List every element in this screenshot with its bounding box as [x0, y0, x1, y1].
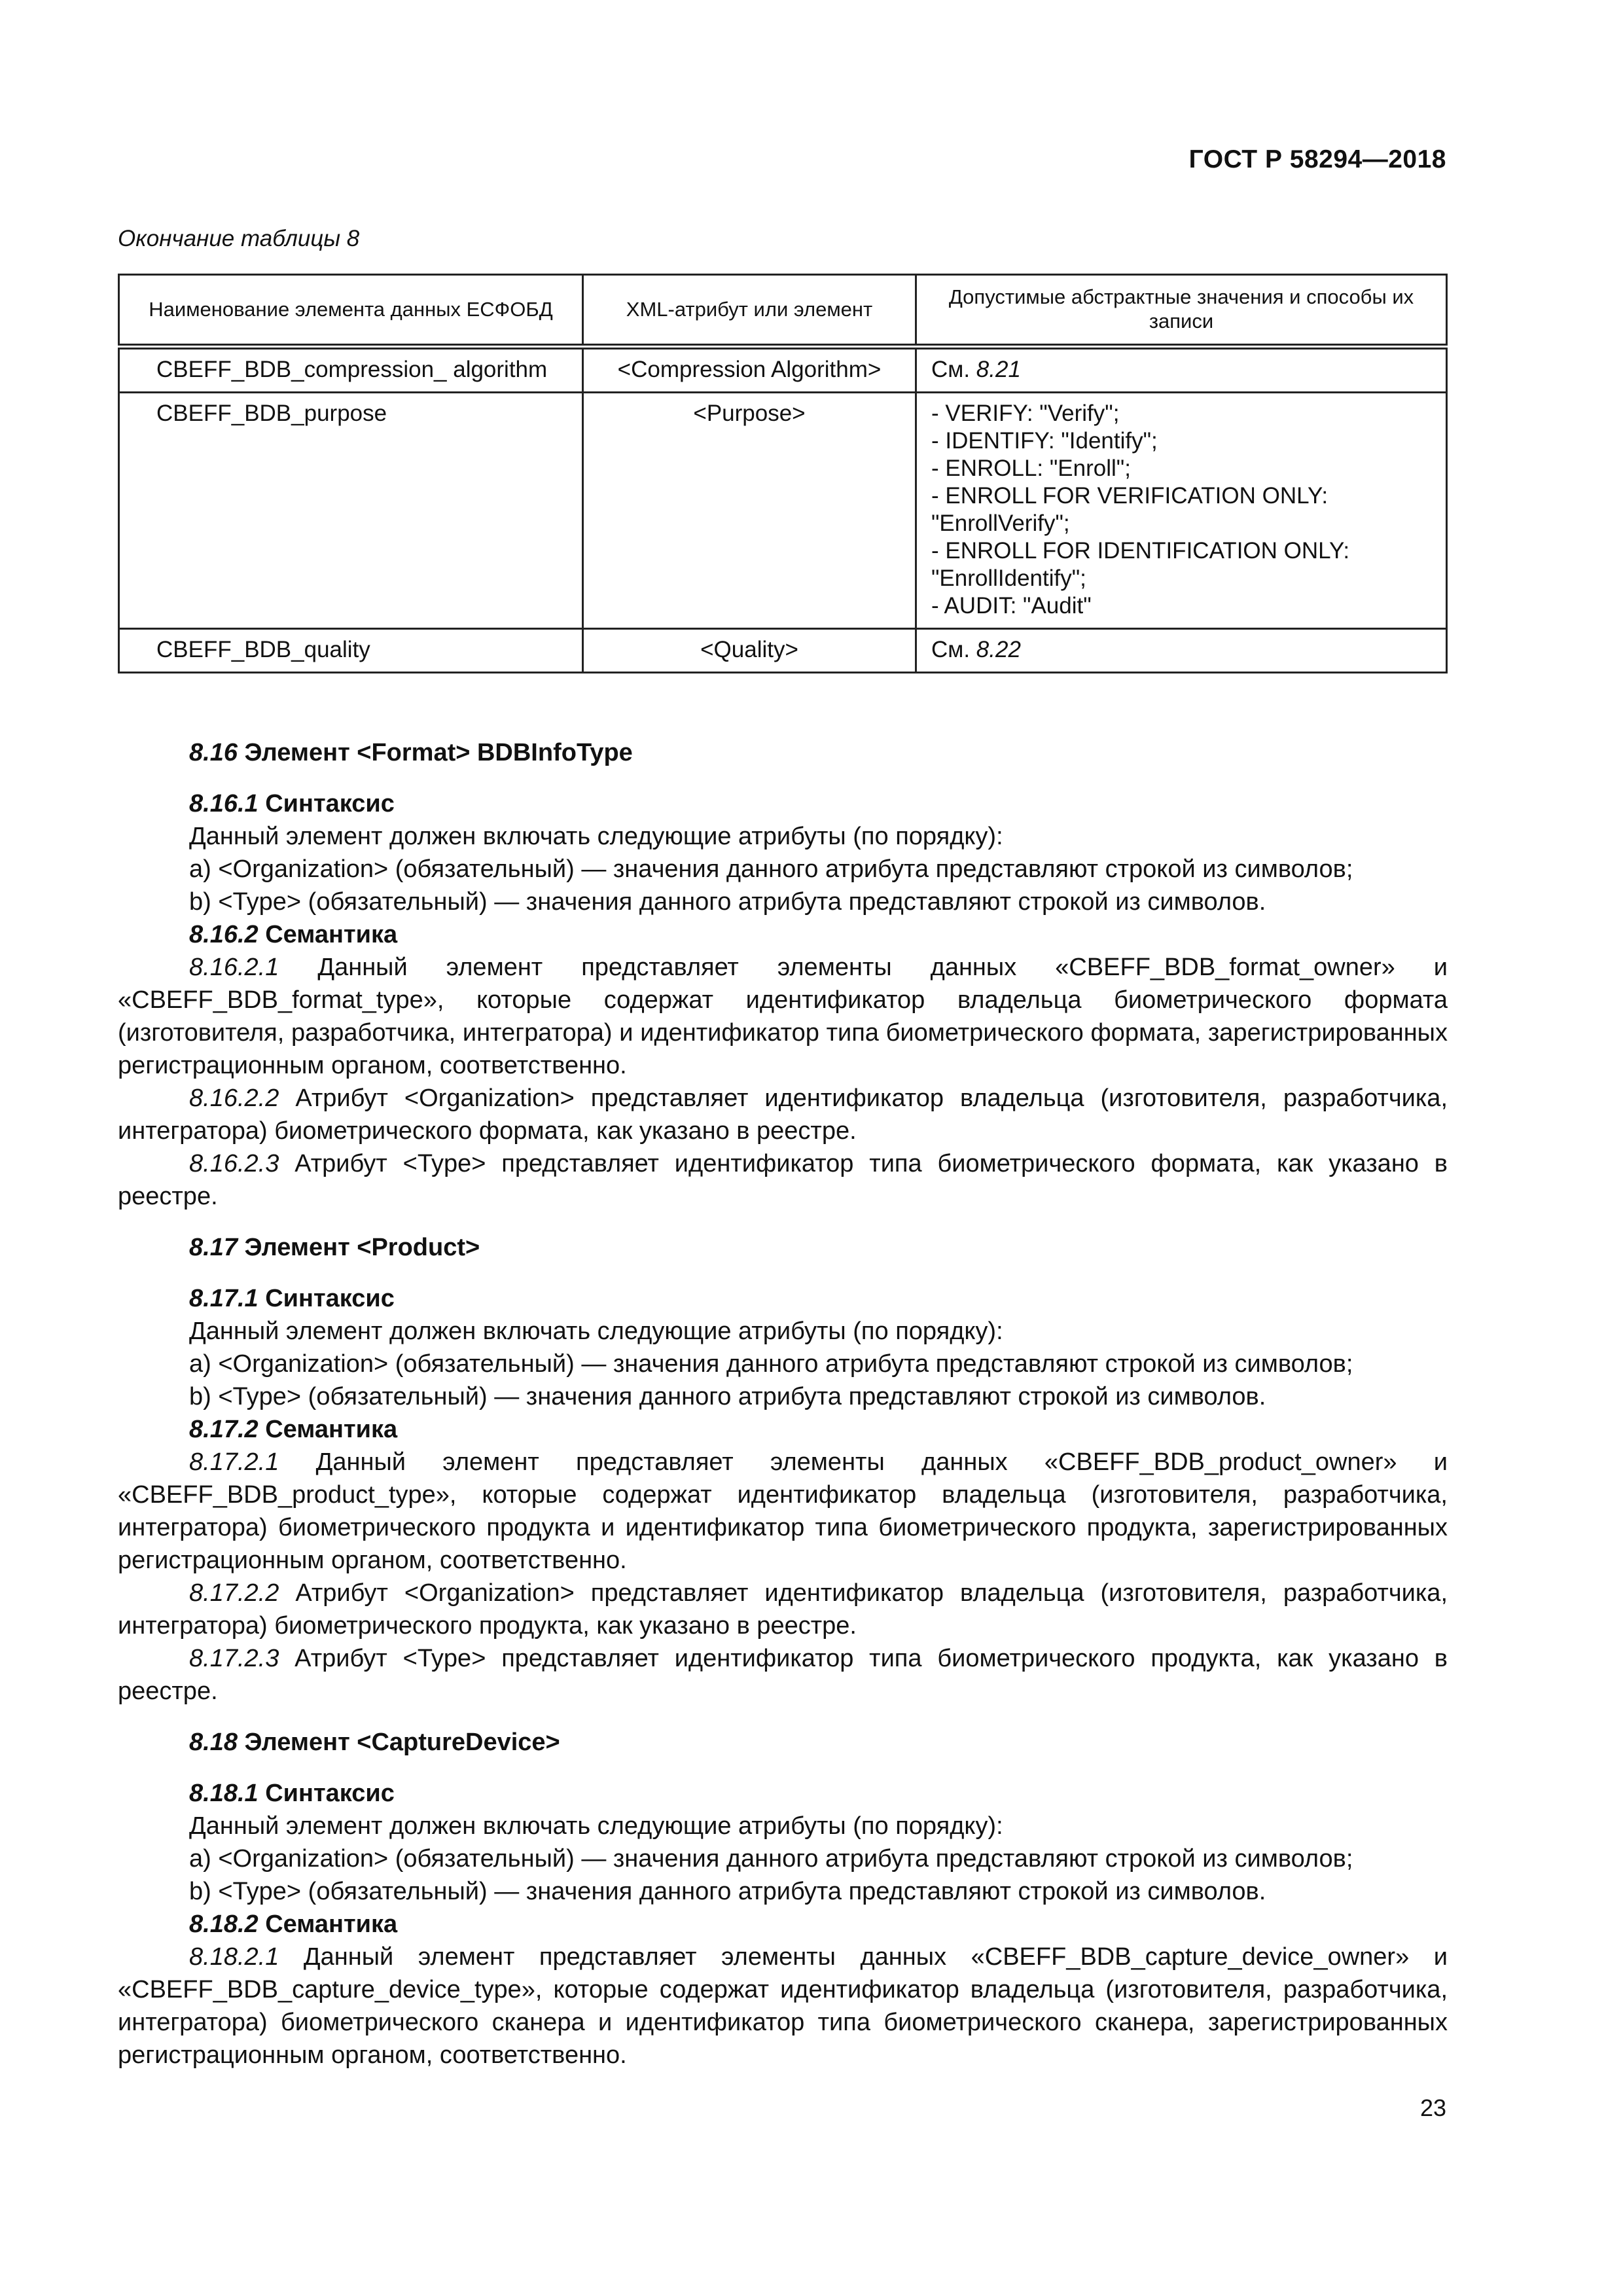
section-title: Элемент <Product> — [237, 1234, 480, 1261]
cell-xml-attribute: <Purpose> — [583, 393, 916, 629]
clause-number: 8.17.2.1 — [189, 1448, 279, 1476]
subsection-heading — [118, 1908, 1448, 1941]
see-reference: 8.22 — [976, 637, 1021, 662]
subsection-title: Семантика — [258, 1416, 398, 1443]
see-reference: 8.21 — [976, 357, 1021, 382]
subsection-heading — [118, 1777, 1448, 1810]
subsection-number: 8.18.2 — [189, 1910, 259, 1938]
clause-number: 8.18.2.1 — [189, 1943, 279, 1971]
clause-text: Атрибут <Organization> представляет идентификатор владельца (изготовителя, разработчика, интегратора) биометрического продукта, как указано в реестре. — [118, 1579, 1448, 1640]
see-prefix: См. — [931, 637, 976, 662]
paragraph: Данный элемент должен включать следующие атрибуты (по порядку): — [189, 1812, 1003, 1840]
subsection-number: 8.16.2 — [189, 921, 259, 948]
document-code: ГОСТ Р 58294—2018 — [1188, 145, 1446, 173]
list-item: b) <Type> (обязательный) — значения данного атрибута представляют строкой из символов. — [189, 1383, 1266, 1410]
table-row — [119, 629, 1447, 673]
paragraph — [118, 1941, 1448, 2072]
section-number: 8.18 — [189, 1729, 238, 1756]
subsection-heading — [118, 1413, 1448, 1446]
section-heading — [118, 736, 1448, 769]
subsection-number: 8.17.2 — [189, 1416, 259, 1443]
header-element-name: Наименование элемента данных ЕСФОБД — [119, 275, 583, 347]
paragraph — [118, 1446, 1448, 1577]
see-prefix: См. — [931, 357, 976, 382]
value-line: - IDENTIFY: "Identify"; — [931, 428, 1158, 454]
paragraph — [118, 1642, 1448, 1708]
paragraph: Данный элемент должен включать следующие атрибуты (по порядку): — [189, 1318, 1003, 1345]
list-item: b) <Type> (обязательный) — значения данного атрибута представляют строкой из символов. — [189, 1878, 1266, 1905]
clause-text: Данный элемент представляет элементы данных «CBEFF_BDB_product_owner» и «CBEFF_BDB_product_type», которые содержат идентификатор владельца (изготовителя, разработчика, интегратора) биометрического продукта и идентификатор типа биометрического продукта, зарегистрированных регистрационным органом, соответственно. — [118, 1448, 1448, 1574]
table-header-row — [119, 275, 1447, 347]
cell-allowed-values — [916, 347, 1447, 393]
clause-text: Данный элемент представляет элементы данных «CBEFF_BDB_capture_device_owner» и «CBEFF_BDB_capture_device_type», которые содержат идентификатор владельца (изготовителя, разработчика, интегратора) биометрического сканера и идентификатор типа биометрического сканера, зарегистрированных регистрационным органом, соответственно. — [118, 1943, 1448, 2069]
cell-element-name: CBEFF_BDB_compression_ algorithm — [119, 347, 583, 393]
header-allowed-values: Допустимые абстрактные значения и способы их записи — [916, 275, 1447, 347]
section-title: Элемент <Format> BDBInfoType — [237, 739, 633, 766]
subsection-number: 8.18.1 — [189, 1780, 259, 1807]
table-8 — [118, 274, 1448, 673]
paragraph — [118, 951, 1448, 1082]
cell-element-name: CBEFF_BDB_quality — [119, 629, 583, 673]
list-item: а) <Organization> (обязательный) — значения данного атрибута представляют строкой из символов; — [189, 855, 1353, 883]
page-number: 23 — [1419, 2094, 1446, 2121]
list-item: а) <Organization> (обязательный) — значения данного атрибута представляют строкой из символов; — [189, 1350, 1353, 1378]
subsection-heading — [118, 787, 1448, 820]
table-row — [119, 393, 1447, 629]
subsection-title: Синтаксис — [258, 1780, 395, 1807]
clause-number: 8.17.2.2 — [189, 1579, 279, 1607]
clause-number: 8.16.2.3 — [189, 1150, 279, 1177]
subsection-heading — [118, 918, 1448, 951]
table-row — [119, 347, 1447, 393]
cell-allowed-values — [916, 629, 1447, 673]
subsection-title: Семантика — [258, 1910, 398, 1938]
clause-number: 8.16.2.2 — [189, 1085, 279, 1112]
section-number: 8.17 — [189, 1234, 238, 1261]
header-xml-attribute: XML-атрибут или элемент — [583, 275, 916, 347]
list-item: а) <Organization> (обязательный) — значения данного атрибута представляют строкой из символов; — [189, 1845, 1353, 1873]
subsection-number: 8.16.1 — [189, 790, 259, 817]
paragraph — [118, 1082, 1448, 1147]
paragraph — [118, 1577, 1448, 1642]
value-line: - ENROLL FOR VERIFICATION ONLY: "EnrollVerify"; — [931, 483, 1329, 536]
clause-text: Атрибут <Type> представляет идентификатор типа биометрического формата, как указано в реестре. — [118, 1150, 1448, 1210]
list-item: b) <Type> (обязательный) — значения данного атрибута представляют строкой из символов. — [189, 888, 1266, 916]
section-heading — [118, 1231, 1448, 1264]
clause-text: Атрибут <Organization> представляет идентификатор владельца (изготовителя, разработчика, интегратора) биометрического формата, как указано в реестре. — [118, 1085, 1448, 1145]
section-number: 8.16 — [189, 739, 238, 766]
subsection-title: Синтаксис — [258, 1285, 395, 1312]
section-title: Элемент <CaptureDevice> — [237, 1729, 560, 1756]
subsection-title: Семантика — [258, 921, 398, 948]
clause-text: Атрибут <Type> представляет идентификатор типа биометрического продукта, как указано в реестре. — [118, 1645, 1448, 1705]
clause-text: Данный элемент представляет элементы данных «CBEFF_BDB_format_owner» и «CBEFF_BDB_format_type», которые содержат идентификатор владельца биометрического формата (изготовителя, разработчика, интегратора) и идентификатор типа биометрического формата, зарегистрированных регистрационным органом, соответственно. — [118, 954, 1448, 1079]
subsection-heading — [118, 1282, 1448, 1315]
cell-xml-attribute: <Compression Algorithm> — [583, 347, 916, 393]
value-line: - AUDIT: "Audit" — [931, 593, 1092, 619]
paragraph: Данный элемент должен включать следующие атрибуты (по порядку): — [189, 823, 1003, 850]
clause-number: 8.17.2.3 — [189, 1645, 279, 1672]
table-caption: Окончание таблицы 8 — [118, 226, 360, 251]
document-body — [118, 736, 1448, 2072]
subsection-number: 8.17.1 — [189, 1285, 259, 1312]
value-line: - VERIFY: "Verify"; — [931, 401, 1120, 426]
cell-xml-attribute: <Quality> — [583, 629, 916, 673]
subsection-title: Синтаксис — [258, 790, 395, 817]
clause-number: 8.16.2.1 — [189, 954, 279, 981]
section-heading — [118, 1726, 1448, 1759]
value-line: - ENROLL FOR IDENTIFICATION ONLY: "EnrollIdentify"; — [931, 538, 1350, 591]
value-line: - ENROLL: "Enroll"; — [931, 456, 1131, 481]
paragraph — [118, 1147, 1448, 1213]
cell-allowed-values — [916, 393, 1447, 629]
cell-element-name: CBEFF_BDB_purpose — [119, 393, 583, 629]
